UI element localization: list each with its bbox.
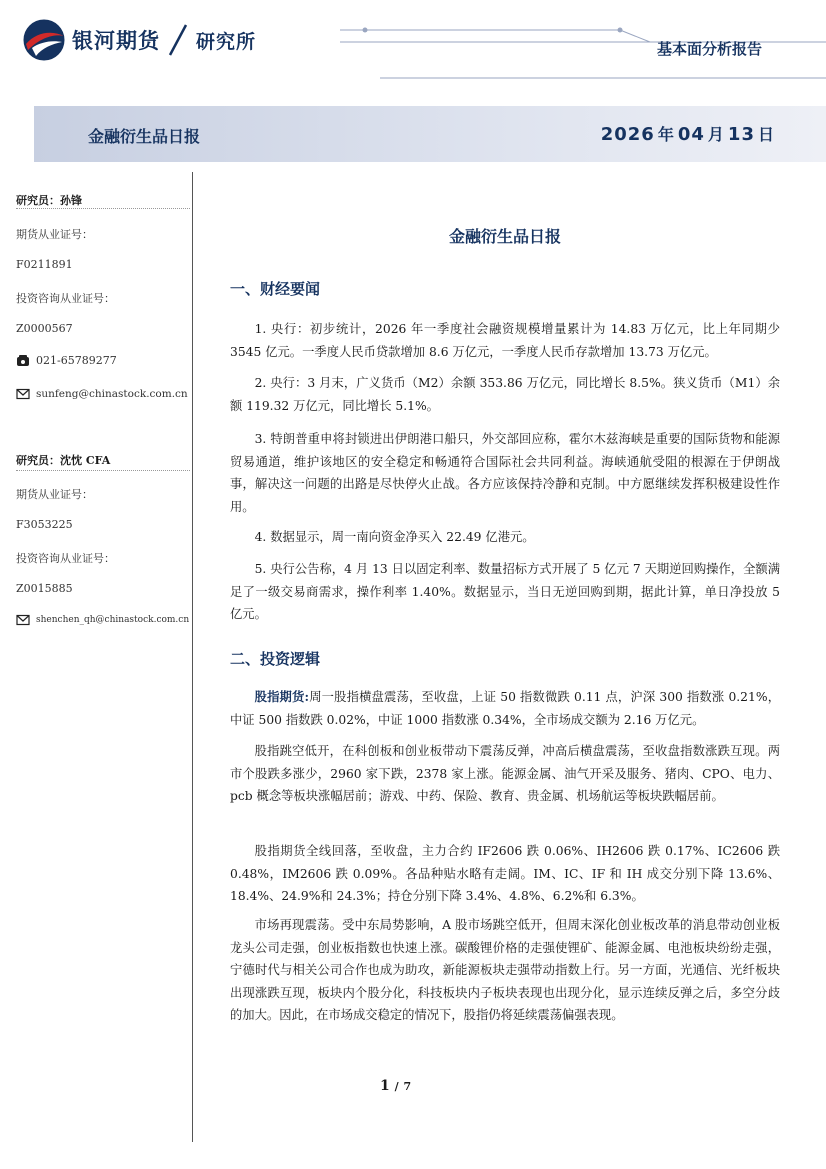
analyst-1-futures-cert-label: 期货从业证号：	[16, 228, 93, 241]
news-item-4: 4. 数据显示，周一南向资金净买入 22.49 亿港元。	[254, 530, 535, 544]
analyst-2-email[interactable]: shenchen_qh@chinastock.com.cn	[36, 615, 190, 625]
date-month: 04	[677, 124, 705, 145]
section-heading-logic: 二、投资逻辑	[230, 650, 321, 668]
analyst-1-email[interactable]: sunfeng@chinastock.com.cn	[36, 388, 188, 400]
title-banner	[34, 106, 826, 162]
report-type: 基本面分析报告	[656, 40, 762, 58]
analyst-1-phone-row	[16, 354, 117, 367]
logic-paragraph-4: 市场再现震荡。受中东局势影响，A 股市场跳空低开，但周末深化创业板改革的消息带动创业板龙头公司走强，创业板指数也快速上涨。碳酸锂价格的走强使锂矿、能源金属、电池板块纷纷走强，宁德时代与相关公司合作也成为助攻，新能源板块走强带动指数上行。另一方面，光通信、光纤板块出现涨跌互现，板块内个股分化，科技板块内子板块表现也出现分化，显示连续反弹之后，多空分歧的加大。因此，在市场成交稳定的情况下，股指仍将延续震荡偏强表现。	[230, 918, 780, 1022]
page-separator: /	[394, 1080, 399, 1093]
analyst-1-futures-cert: F0211891	[16, 258, 73, 271]
news-item-3: 3. 特朗普重申将封锁进出伊朗港口船只，外交部回应称，霍尔木兹海峡是重要的国际货物和能源贸易通道，维护该地区的安全稳定和畅通符合国际社会共同利益。海峡通航受阻的根源在于伊朗战事，解决这一问题的出路是尽快停火止战。各方应该保持冷静和克制。中方愿继续发挥积极建设性作用。	[230, 432, 780, 514]
column-divider	[192, 172, 193, 1142]
analyst-2-label: 研究员：沈忱 CFA	[16, 454, 111, 467]
analyst-2-invest-cert: Z0015885	[16, 582, 73, 595]
analyst-2-futures-cert-label: 期货从业证号：	[16, 488, 93, 501]
date-month-unit: 月	[707, 125, 725, 144]
news-item-2: 2. 央行：3 月末，广义货币（M2）余额 353.86 万亿元，同比增长 8.5%。狭义货币（M1）余额 119.32 万亿元，同比增长 5.1%。	[230, 376, 780, 413]
analyst-2-email-row	[16, 614, 189, 626]
document-title: 金融衍生品日报	[448, 227, 561, 246]
date-day: 13	[727, 124, 755, 145]
news-item-1: 1. 央行：初步统计，2026 年一季度社会融资规模增量累计为 14.83 万亿元，比上年同期少 3545 亿元。一季度人民币贷款增加 8.6 万亿元，一季度人民币存款增加 13.73 万亿元。	[230, 322, 780, 359]
sidebar-dots	[16, 470, 190, 473]
institute-name: 研究所	[196, 30, 257, 53]
date-year-unit: 年	[657, 125, 675, 144]
analyst-2-invest-cert-label: 投资咨询从业证号：	[16, 552, 115, 565]
page-number	[380, 1078, 411, 1094]
brand-name: 银河期货	[72, 29, 160, 53]
analyst-1-email-row	[16, 388, 188, 400]
logic-paragraph-1	[230, 686, 780, 731]
report-date	[601, 122, 778, 145]
analyst-1-phone: 021-65789277	[36, 354, 117, 367]
page-total: 7	[403, 1080, 412, 1093]
logic-paragraph-2: 股指跳空低开，在科创板和创业板带动下震荡反弹，冲高后横盘震荡，至收盘指数涨跌互现。两市个股跌多涨少，2960 家下跌，2378 家上涨。能源金属、油气开采及服务、猪肉、CPO、电力、pcb 概念等板块涨幅居前；游戏、中药、保险、教育、贵金属、机场航运等板块跌幅居前。	[230, 744, 780, 803]
news-item-5: 5. 央行公告称，4 月 13 日以固定利率、数量招标方式开展了 5 亿元 7 天期逆回购操作，全额满足了一级交易商需求，操作利率 1.40%。数据显示，当日无逆回购到期，据此计算，单日净投放 5 亿元。	[230, 562, 780, 621]
logic-paragraph-3: 股指期货全线回落，至收盘，主力合约 IF2606 跌 0.06%、IH2606 跌 0.17%、IC2606 跌 0.48%，IM2606 跌 0.09%。各品种贴水略有走阔。IM、IC、IF 和 IH 成交分别下降 13.6%、18.4%、24.9%和 24.3%；持仓分别下降 3.4%、4.8%、6.2%和 6.3%。	[230, 844, 780, 903]
analyst-1-label: 研究员：孙锋	[16, 194, 82, 207]
logic-lead: 股指期货:	[254, 689, 310, 704]
banner-title: 金融衍生品日报	[88, 127, 201, 146]
date-year: 2026	[600, 124, 655, 145]
phone-icon	[16, 355, 30, 367]
date-day-unit: 日	[757, 125, 775, 144]
email-icon	[16, 388, 30, 400]
page-current: 1	[380, 1078, 390, 1094]
section-heading-news: 一、财经要闻	[230, 280, 321, 298]
email-icon	[16, 614, 30, 626]
analyst-2-futures-cert: F3053225	[16, 518, 73, 531]
logic-lead-text: 周一股指横盘震荡，至收盘，上证 50 指数微跌 0.11 点，沪深 300 指数涨 0.21%，中证 500 指数跌 0.02%，中证 1000 指数涨 0.34%，全市场成交额为 2.16 万亿元。	[230, 690, 780, 727]
analyst-1-invest-cert-label: 投资咨询从业证号：	[16, 292, 115, 305]
analyst-1-invest-cert: Z0000567	[16, 322, 73, 335]
sidebar-dots	[16, 208, 190, 211]
